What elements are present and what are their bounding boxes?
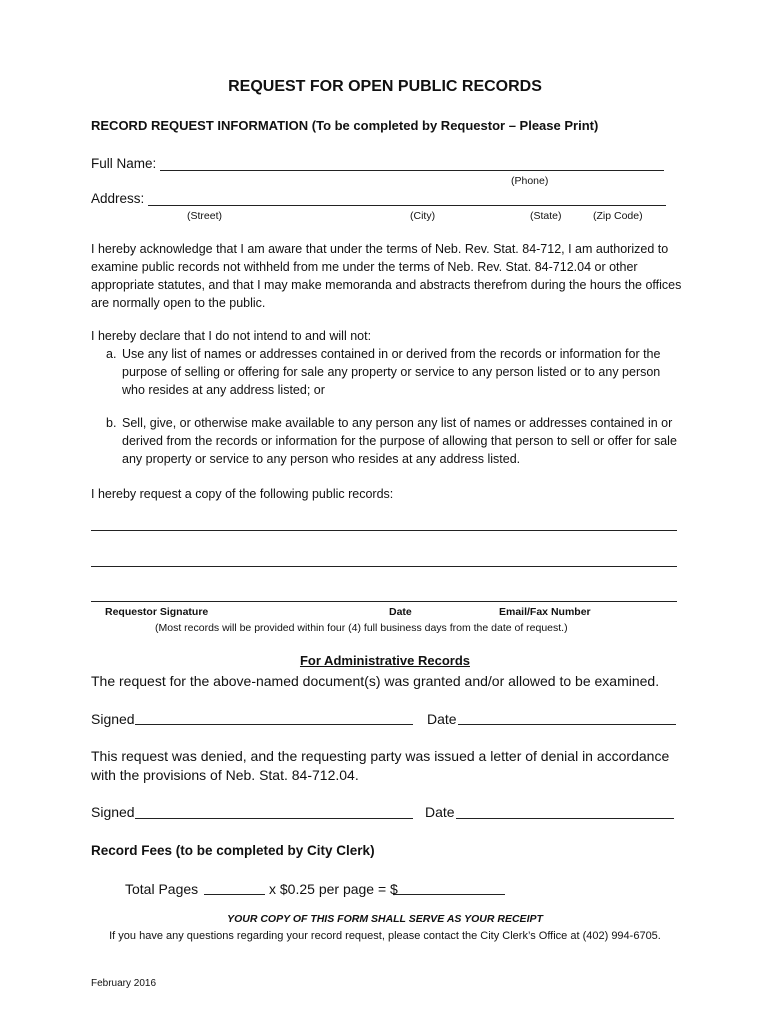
state-caption: (State): [530, 210, 562, 222]
denied-signed-label: Signed: [91, 804, 135, 820]
granted-signed-label: Signed: [91, 711, 135, 727]
granted-date-line[interactable]: [458, 724, 676, 725]
signature-line[interactable]: [91, 601, 677, 602]
rate-text: x $0.25 per page = $: [269, 881, 398, 897]
processing-note: (Most records will be provided within four (4) full business days from the date of request.): [155, 622, 568, 634]
email-fax-caption: Email/Fax Number: [499, 606, 591, 618]
receipt-notice: YOUR COPY OF THIS FORM SHALL SERVE AS YOUR RECEIPT: [227, 913, 543, 925]
denied-date-line[interactable]: [456, 818, 674, 819]
declaration-item-a: [106, 345, 686, 399]
street-caption: (Street): [187, 210, 223, 222]
request-intro: I hereby request a copy of the following public records:: [91, 487, 394, 501]
total-pages-line[interactable]: [204, 894, 265, 895]
request-line-2[interactable]: [91, 566, 677, 567]
total-amount-line[interactable]: [393, 894, 505, 895]
declaration-text: Use any list of names or addresses contained in or derived from the records or information for the purpose of selling or offering for sale any property or service to any person listed or to any person who resides at any address listed; or: [122, 347, 661, 397]
declaration-item-b: [106, 414, 686, 468]
address-input-line[interactable]: [148, 205, 666, 206]
granted-date-label: Date: [427, 711, 457, 727]
declaration-intro: I hereby declare that I do not intend to and will not:: [91, 329, 372, 343]
footer-date: February 2016: [91, 978, 157, 989]
section-heading: RECORD REQUEST INFORMATION (To be completed by Requestor – Please Print): [91, 118, 599, 133]
granted-text: The request for the above-named document(s) was granted and/or allowed to be examined.: [91, 673, 660, 689]
contact-text: If you have any questions regarding your record request, please contact the City Clerk’s Office at (402) 994-6705.: [109, 930, 661, 942]
full-name-label: Full Name:: [91, 156, 157, 171]
city-caption: (City): [410, 210, 436, 222]
total-pages-label: Total Pages: [125, 881, 199, 897]
denied-date-label: Date: [425, 804, 455, 820]
requestor-signature-caption: Requestor Signature: [105, 606, 209, 618]
denied-signed-line[interactable]: [135, 818, 413, 819]
acknowledgement-paragraph: I hereby acknowledge that I am aware that under the terms of Neb. Rev. Stat. 84-712, I am authorized to examine public records not withheld from me under the terms of Neb. Rev. Stat. 84-712.04 or other appropriate statutes, and that I may make memoranda and abstracts therefrom during the hours the offices are normally open to the public.: [91, 242, 682, 310]
phone-caption: (Phone): [511, 175, 549, 187]
declaration-marker: a.: [106, 347, 117, 361]
date-caption: Date: [389, 606, 412, 618]
fees-heading: Record Fees (to be completed by City Clerk): [91, 843, 375, 858]
form-title: REQUEST FOR OPEN PUBLIC RECORDS: [228, 78, 542, 95]
request-line-1[interactable]: [91, 530, 677, 531]
granted-signed-line[interactable]: [135, 724, 413, 725]
address-label: Address:: [91, 191, 145, 206]
declaration-text: Sell, give, or otherwise make available to any person any list of names or addresses contained in or derived from the records or information for the purpose of allowing that person to sell or offer for sale any property or service to any person who resides at any address listed.: [122, 416, 677, 466]
declaration-marker: b.: [106, 416, 117, 430]
zip-caption: (Zip Code): [593, 210, 643, 222]
full-name-input-line[interactable]: [160, 170, 664, 171]
denied-text: This request was denied, and the requesting party was issued a letter of denial in accordance with the provisions of Neb. Stat. 84-712.04.: [91, 748, 670, 783]
admin-heading: For Administrative Records: [299, 653, 470, 668]
